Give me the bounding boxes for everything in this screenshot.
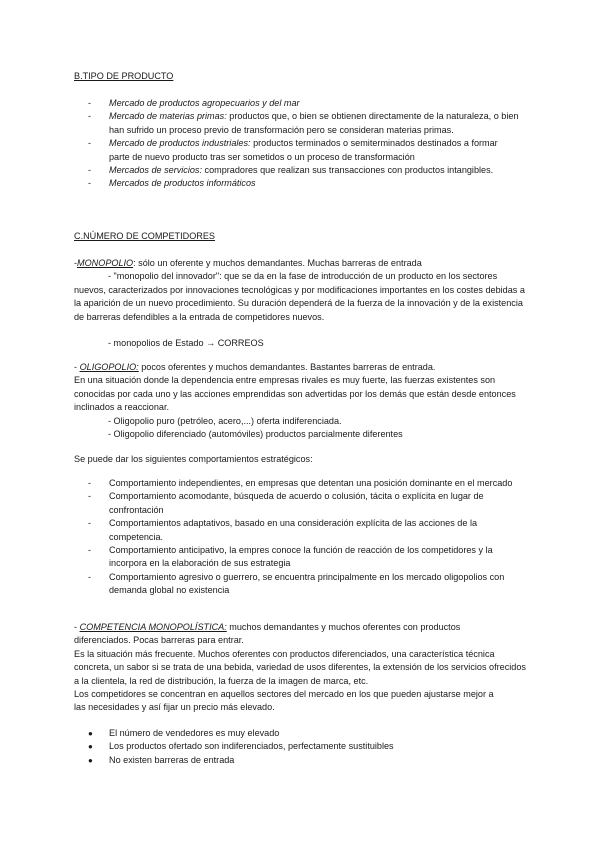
monopolio-definition: -MONOPOLIO: sólo un oferente y muchos demandantes. Muchas barreras de entrada bbox=[74, 258, 422, 268]
strategy-text: Comportamiento anticipativo, la empres conoce la función de reacción de los competidores y la incorpora en la elaboración de sus estrategia bbox=[109, 545, 493, 569]
list-item bbox=[88, 727, 518, 740]
competencia-definition: - COMPETENCIA MONOPOLÍSTICA: muchos demandantes y muchos oferentes con productos diferenciados. Pocas barreras para entrar. bbox=[74, 622, 461, 646]
monopolio-block bbox=[74, 257, 526, 350]
dash-marker: - bbox=[88, 178, 92, 189]
monopolio-label: MONOPOLIO bbox=[77, 258, 134, 268]
strategies-list bbox=[88, 477, 524, 598]
section-b-list bbox=[88, 97, 520, 191]
dash-marker: - bbox=[88, 518, 92, 529]
dash-marker: - bbox=[88, 545, 92, 556]
feature-text: El número de vendedores es muy elevado bbox=[109, 728, 280, 738]
item-label: Mercado de productos agropecuarios y del mar bbox=[109, 98, 300, 108]
section-b-heading bbox=[74, 70, 526, 83]
strategy-text: Comportamientos adaptativos, basado en una consideración explícita de las acciones de la competencia. bbox=[109, 518, 478, 542]
list-item bbox=[88, 517, 524, 544]
list-item bbox=[88, 97, 520, 110]
bullet-icon: ● bbox=[88, 729, 93, 738]
oligopolio-diferenciado: - Oligopolio diferenciado (automóviles) productos parcialmente diferentes bbox=[108, 429, 403, 440]
strategy-text: Comportamiento agresivo o guerrero, se encuentra principalmente en los mercado oligopolios con demanda global no existencia bbox=[109, 571, 505, 596]
dash-marker: - bbox=[88, 165, 92, 176]
section-b-title: B.TIPO DE PRODUCTO bbox=[74, 71, 174, 81]
item-text: productos terminados o semiterminados destinados a formar parte de nuevo producto tras ser sometidos o un proceso de transformación bbox=[109, 138, 498, 162]
dash-marker: - bbox=[88, 111, 92, 122]
dash-marker: - bbox=[88, 138, 92, 149]
oligopolio-definition: - OLIGOPOLIO: pocos oferentes y muchos demandantes. Bastantes barreras de entrada. bbox=[74, 362, 436, 372]
dash-marker: - bbox=[88, 98, 92, 108]
feature-text: Los productos ofertado son indiferenciados, perfectamente sustituibles bbox=[109, 741, 394, 752]
list-item bbox=[88, 571, 524, 598]
monopolio-estado: - monopolios de Estado → CORREOS bbox=[108, 338, 264, 349]
competencia-paragraph-1: Es la situación más frecuente. Muchos oferentes con productos diferenciados, una característica técnica concreta, un sabor si se trata de una bebida, variedad de usos diferentes, la extensión de los servicios ofrecidos a la clientela, la red de distribución, la fuerza de la imagen de marca, etc. bbox=[74, 648, 526, 686]
list-item bbox=[88, 544, 524, 571]
features-list bbox=[88, 727, 518, 767]
bullet-icon: ● bbox=[88, 755, 93, 765]
list-item bbox=[88, 177, 520, 190]
item-label: Mercados de productos informáticos bbox=[109, 178, 256, 189]
dash-marker: - bbox=[88, 491, 92, 502]
list-item bbox=[88, 754, 518, 767]
item-text: compradores que realizan sus transacciones con productos intangibles. bbox=[202, 165, 494, 176]
competencia-paragraph-2: Los competidores se concentran en aquellos sectores del mercado en los que pueden ajustarse mejor a las necesidades y así fijar un precio más elevado. bbox=[74, 689, 494, 713]
competencia-block bbox=[74, 621, 526, 715]
list-item bbox=[88, 477, 524, 490]
strategy-text: Comportamiento independientes, en empresas que detentan una posición dominante en el mercado bbox=[109, 478, 513, 488]
list-item bbox=[88, 740, 518, 753]
oligopolio-block bbox=[74, 361, 528, 441]
section-c-heading bbox=[74, 230, 526, 243]
list-item bbox=[88, 490, 524, 517]
strategy-text: Comportamiento acomodante, búsqueda de acuerdo o colusión, tácita o explícita en lugar de confrontación bbox=[109, 491, 484, 515]
dash-marker: - bbox=[88, 478, 92, 488]
dash-marker: - bbox=[88, 571, 92, 582]
list-item bbox=[88, 137, 520, 164]
strategies-intro: Se puede dar los siguientes comportamientos estratégicos: bbox=[74, 454, 313, 464]
list-item bbox=[88, 110, 520, 137]
oligopolio-paragraph: En una situación donde la dependencia entre empresas rivales es muy fuerte, las fuerzas existentes son conocidas por cada uno y las acciones emprendidas son advertidas por los demás que están desde entonces inclinados a reaccionar. bbox=[74, 375, 516, 413]
item-label: Mercado de productos industriales: bbox=[109, 138, 251, 149]
monopolio-innovador: - "monopolio del innovador": que se da en la fase de introducción de un producto en los sectores nuevos, caracterizados por innovaciones tecnológicas y por modificaciones importantes en los costes debidas a la aparición de un nuevo procedimiento. Su duración dependerá de la fuerza de la innovación y de la existencia de barreras defendibles a la entrada de competidores nuevos. bbox=[74, 271, 525, 322]
oligopolio-puro: - Oligopolio puro (petróleo, acero,...) oferta indiferenciada. bbox=[108, 415, 342, 426]
competencia-label: COMPETENCIA MONOPOLÍSTICA: bbox=[79, 622, 227, 632]
oligopolio-label: OLIGOPOLIO: bbox=[79, 362, 139, 372]
item-text: productos que, o bien se obtienen directamente de la naturaleza, o bien han sufrido un proceso previo de transformación pero se consideran materias primas. bbox=[109, 111, 519, 135]
item-label: Mercado de materias primas: bbox=[109, 111, 227, 122]
section-c-title: C.NÚMERO DE COMPETIDORES bbox=[74, 231, 215, 241]
list-item bbox=[88, 164, 520, 177]
item-label: Mercados de servicios: bbox=[109, 165, 202, 176]
feature-text: No existen barreras de entrada bbox=[109, 754, 235, 765]
bullet-icon: ● bbox=[88, 742, 93, 752]
